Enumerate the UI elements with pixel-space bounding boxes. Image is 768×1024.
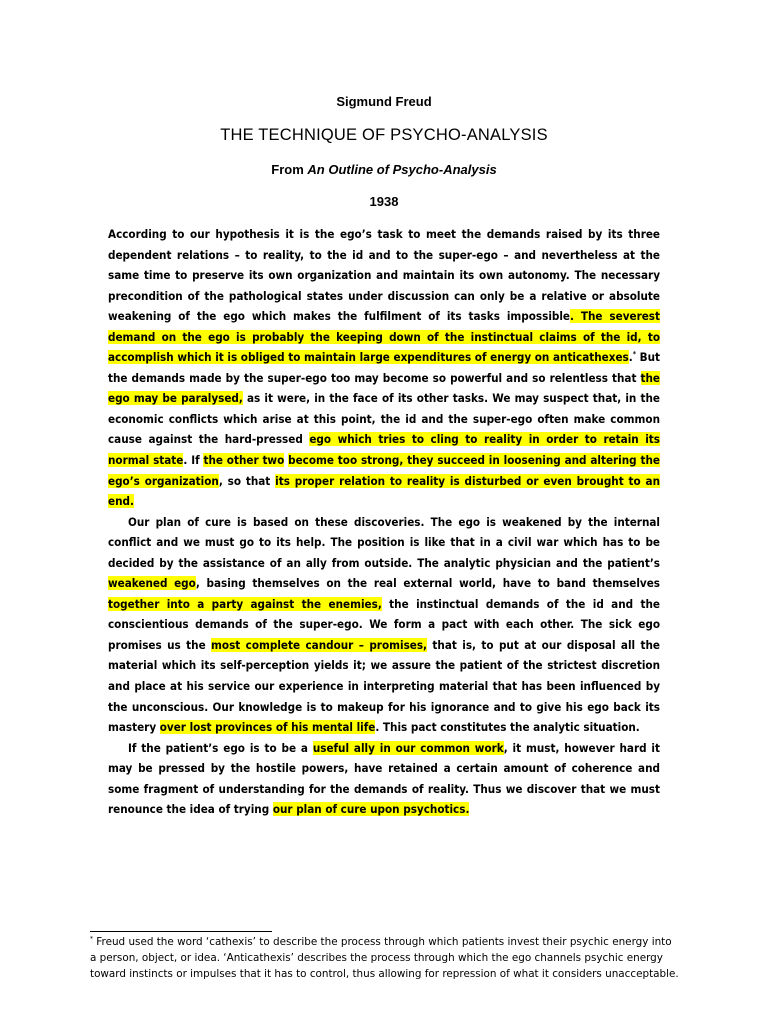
body-text-run: If the patient’s ego is to be a bbox=[128, 740, 313, 755]
highlighted-text: together into a party against the enemies, bbox=[108, 596, 382, 611]
body-text-run: , so that bbox=[218, 473, 276, 488]
body-text-run: that is, to put at our disposal all the material which its self-perception yields it; we assure the patient of the strictest discretion and place at his service our experience in interpreting material that has been influenced by the unconscious. Our knowledge is to makeup for his ignorance and to give his ego back its mastery bbox=[108, 637, 660, 735]
highlighted-text: ego which tries to cling to reality in order to retain its normal state bbox=[108, 432, 660, 468]
highlighted-text: weakened ego bbox=[108, 576, 196, 591]
source-prefix: From bbox=[271, 162, 308, 177]
body-text-run: According to our hypothesis it is the ego’s task to meet the demands raised by its three dependent relations – to reality, to the id and to the super-ego – and nevertheless at the same time to preserve its own organization and maintain its own autonomy. The necessary precondition of the pathological states under discussion can only be a relative or absolute weakening of the ego which makes the fulfilment of its tasks impossible bbox=[108, 227, 660, 324]
body-text-run: , basing themselves on the real external world, have to band themselves bbox=[195, 576, 660, 591]
highlighted-text: the ego may be paralysed, bbox=[108, 370, 660, 406]
paragraph-2 bbox=[108, 512, 660, 738]
footnote-divider bbox=[90, 931, 272, 932]
document-title: THE TECHNIQUE OF PSYCHO-ANALYSIS bbox=[220, 126, 548, 144]
paragraph-1 bbox=[108, 224, 660, 512]
body-text-run: as it were, in the face of its other tasks. We may suspect that, in the economic conflicts which arise at this point, the id and the super-ego often make common cause against the hard-pressed bbox=[108, 391, 661, 447]
highlighted-text: useful ally in our common work bbox=[312, 740, 504, 755]
footnote bbox=[90, 934, 680, 982]
body-text-run: the instinctual demands of the id and the conscientious demands of the super-ego. We form a pact with each other. The sick ego promises us the bbox=[108, 596, 660, 652]
body-text bbox=[108, 224, 660, 820]
paragraph-3 bbox=[108, 738, 660, 820]
body-text-run: . This pact constitutes the analytic situation. bbox=[375, 720, 640, 735]
publication-year: 1938 bbox=[369, 194, 399, 209]
body-text-run: . bbox=[628, 350, 633, 365]
highlighted-text: the other two bbox=[203, 453, 285, 468]
body-text-run: Our plan of cure is based on these discoveries. The ego is weakened by the internal conflict and we must go to its help. The position is like that in a civil war which has to be decided by the assistance of an ally from outside. The analytic physician and the patient’s bbox=[108, 514, 660, 570]
source-title: An Outline of Psycho-Analysis bbox=[307, 162, 497, 177]
footnote-marker: * bbox=[90, 935, 93, 943]
body-text-run: . If bbox=[183, 453, 204, 468]
footnote-ref-marker: * bbox=[632, 350, 636, 359]
body-text-run: , it must, however hard it may be pressed by the hostile powers, have retained a certain amount of coherence and some fragment of understanding for the demands of reality. Thus we discover that we must renounce the idea of trying bbox=[108, 740, 660, 817]
highlighted-text: its proper relation to reality is disturbed or even brought to an end. bbox=[108, 473, 661, 509]
body-text-run: But the demands made by the super-ego too may become so powerful and so relentless that bbox=[108, 350, 660, 385]
author-name: Sigmund Freud bbox=[336, 94, 432, 109]
highlighted-text: . The severest demand on the ego is probably the keeping down of the instinctual claims of the id, to accomplish which it is obliged to maintain large expenditures of energy on anticathexes bbox=[108, 309, 660, 365]
highlighted-text: over lost provinces of his mental life bbox=[159, 720, 376, 735]
highlighted-text: most complete candour – promises, bbox=[211, 637, 428, 652]
highlighted-text: our plan of cure upon psychotics. bbox=[272, 802, 470, 817]
highlighted-text: become too strong, they succeed in loosening and altering the ego’s organization bbox=[108, 453, 660, 488]
footnote-text: Freud used the word ‘cathexis’ to describe the process through which patients invest their psychic energy into a person, object, or idea. ‘Anticathexis’ describes the process through which the ego channels psychic energy toward instincts or impulses that it has to control, thus allowing for repression of what it considers unacceptable. bbox=[90, 936, 679, 980]
source-line bbox=[0, 162, 768, 177]
